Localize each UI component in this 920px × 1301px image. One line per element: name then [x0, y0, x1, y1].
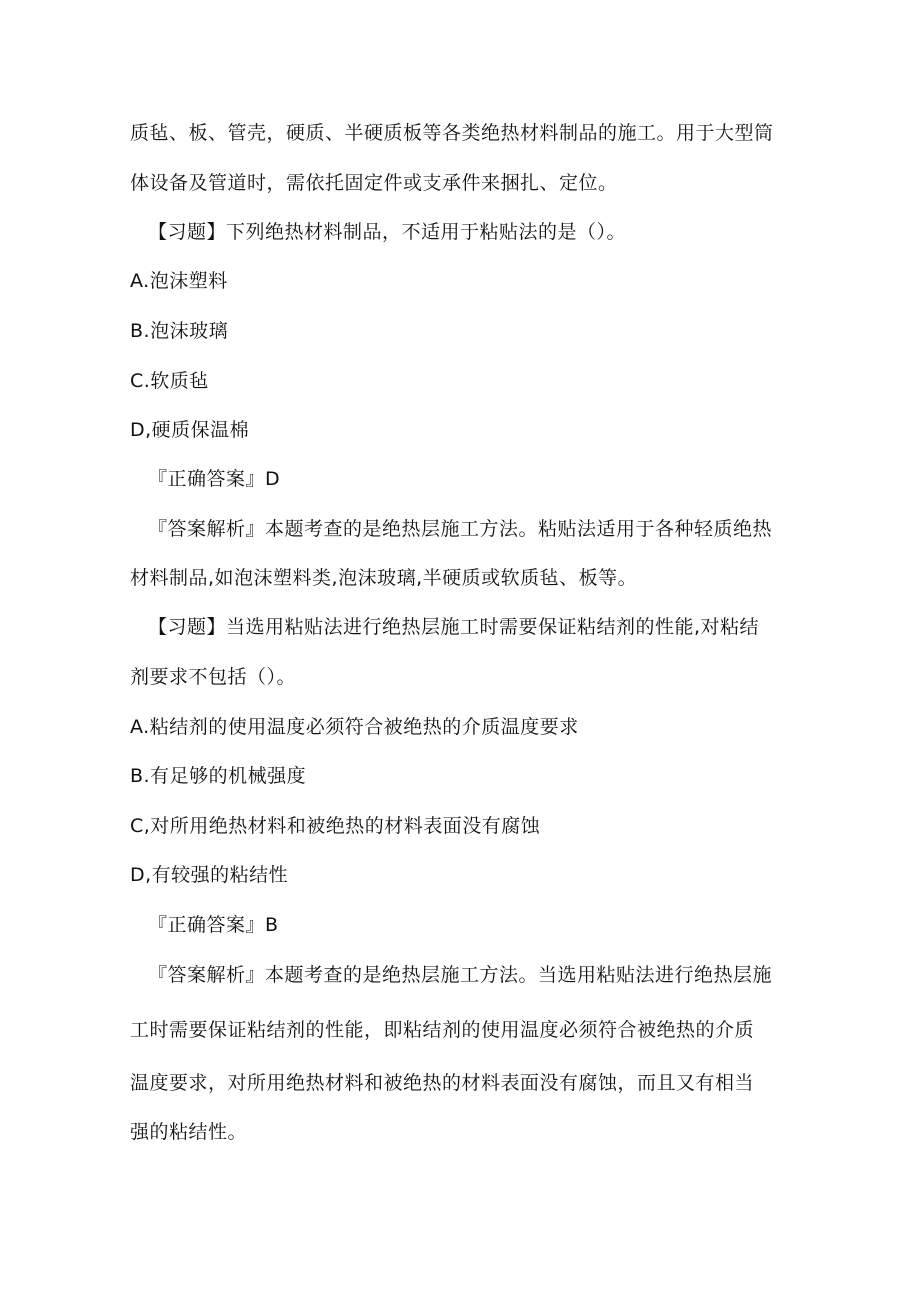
- option-c: C,对所用绝热材料和被绝热的材料表面没有腐蚀: [130, 815, 541, 837]
- option-a: A.粘结剂的使用温度必须符合被绝热的介质温度要求: [130, 716, 579, 738]
- question-heading: 【习题】当选用粘贴法进行绝热层施工时需要保证粘结剂的性能,对粘结: [148, 616, 760, 638]
- question-heading: 【习题】下列绝热材料制品，不适用于粘贴法的是（）。: [148, 221, 627, 243]
- option-b: B.有足够的机械强度: [130, 765, 307, 787]
- correct-answer: 『正确答案』D: [148, 468, 281, 490]
- answer-explanation: 『答案解析』本题考查的是绝热层施工方法。当选用粘贴法进行绝热层施: [148, 964, 773, 986]
- question-text-cont: 剂要求不包括（）。: [130, 666, 297, 688]
- text-line: 质毡、板、管壳，硬质、半硬质板等各类绝热材料制品的施工。用于大型筒: [130, 122, 774, 144]
- option-b: B.泡沫玻璃: [130, 320, 229, 342]
- answer-explanation-cont: 材料制品,如泡沫塑料类,泡沫玻璃,半硬质或软质毡、板等。: [130, 567, 638, 589]
- correct-answer: 『正确答案』B: [148, 914, 279, 936]
- option-d: D,硬质保温棉: [130, 419, 250, 441]
- answer-explanation-cont: 工时需要保证粘结剂的性能，即粘结剂的使用温度必须符合被绝热的介质: [130, 1019, 755, 1041]
- answer-explanation: 『答案解析』本题考查的是绝热层施工方法。粘贴法适用于各种轻质绝热: [148, 518, 773, 540]
- answer-explanation-cont: 强的粘结性。: [130, 1121, 248, 1143]
- option-c: C.软质毡: [130, 370, 209, 392]
- option-d: D,有较强的粘结性: [130, 864, 289, 886]
- answer-explanation-cont: 温度要求，对所用绝热材料和被绝热的材料表面没有腐蚀，而且又有相当: [130, 1072, 755, 1094]
- text-line: 体设备及管道时，需依托固定件或支承件来捆扎、定位。: [130, 172, 618, 194]
- option-a: A.泡沫塑料: [130, 270, 228, 292]
